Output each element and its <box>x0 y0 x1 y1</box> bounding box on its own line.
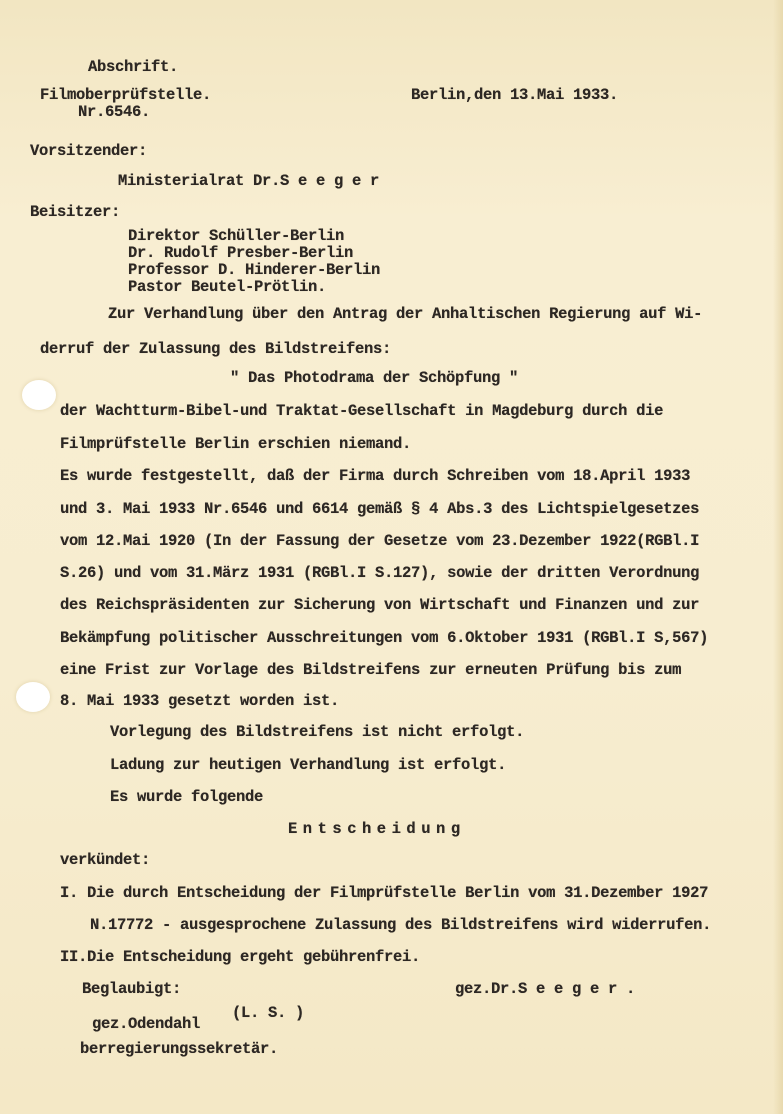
copy-label: Abschrift. <box>88 58 179 76</box>
intro-line: Zur Verhandlung über den Antrag der Anhaltischen Regierung auf Wi- <box>108 305 703 323</box>
body-line: S.26) und vom 31.März 1931 (RGBl.I S.127), sowie der dritten Verordnung <box>60 564 700 582</box>
decision-heading: Entscheidung <box>288 820 466 838</box>
decision-line: N.17772 - ausgesprochene Zulassung des Bildstreifens wird widerrufen. <box>90 916 712 934</box>
chair-name: Ministerialrat Dr.S e e g e r <box>118 172 380 190</box>
file-number: Nr.6546. <box>78 103 151 121</box>
body-line: Bekämpfung politischer Ausschreitungen vom 6.Oktober 1931 (RGBl.I S,567) <box>60 629 709 647</box>
body-line: 8. Mai 1933 gesetzt worden ist. <box>60 692 340 710</box>
clerk-title: berregierungssekretär. <box>80 1040 279 1058</box>
seal-mark: (L. S. ) <box>232 1004 305 1022</box>
chair-label: Vorsitzender: <box>30 142 148 160</box>
office-name: Filmoberprüfstelle. <box>40 86 212 104</box>
body-line: der Wachtturm-Bibel-und Traktat-Gesellschaft in Magdeburg durch die <box>60 402 664 420</box>
certified-label: Beglaubigt: <box>82 980 182 998</box>
assessors-label: Beisitzer: <box>30 203 121 221</box>
body-line: und 3. Mai 1933 Nr.6546 und 6614 gemäß § 4 Abs.3 des Lichtspielgesetzes <box>60 500 700 518</box>
body-line: eine Frist zur Vorlage des Bildstreifens zur erneuten Prüfung bis zum <box>60 661 682 679</box>
assessor: Direktor Schüller-Berlin <box>128 227 345 245</box>
finding-line: Es wurde folgende <box>110 788 264 806</box>
body-line: Filmprüfstelle Berlin erschien niemand. <box>60 435 412 453</box>
finding-line: Ladung zur heutigen Verhandlung ist erfolgt. <box>110 756 507 774</box>
assessor: Pastor Beutel-Prötlin. <box>128 278 327 296</box>
film-title: " Das Photodrama der Schöpfung " <box>230 369 519 387</box>
punch-hole <box>16 682 50 712</box>
finding-line: Vorlegung des Bildstreifens ist nicht erfolgt. <box>110 723 525 741</box>
place-date: Berlin,den 13.Mai 1933. <box>411 86 619 104</box>
intro-line: derruf der Zulassung des Bildstreifens: <box>40 340 392 358</box>
decision-line: II.Die Entscheidung ergeht gebührenfrei. <box>60 948 421 966</box>
decision-line: I. Die durch Entscheidung der Filmprüfstelle Berlin vom 31.Dezember 1927 <box>60 884 709 902</box>
announced-label: verkündet: <box>60 851 151 869</box>
assessor: Dr. Rudolf Presber-Berlin <box>128 244 354 262</box>
body-line: des Reichspräsidenten zur Sicherung von Wirtschaft und Finanzen und zur <box>60 596 700 614</box>
body-line: vom 12.Mai 1920 (In der Fassung der Gesetze vom 23.Dezember 1922(RGBl.I <box>60 532 700 550</box>
punch-hole <box>22 380 56 410</box>
assessor: Professor D. Hinderer-Berlin <box>128 261 381 279</box>
body-line: Es wurde festgestellt, daß der Firma durch Schreiben vom 18.April 1933 <box>60 467 691 485</box>
signature-chair: gez.Dr.S e e g e r . <box>455 980 636 998</box>
signature-clerk: gez.Odendahl <box>92 1015 201 1033</box>
